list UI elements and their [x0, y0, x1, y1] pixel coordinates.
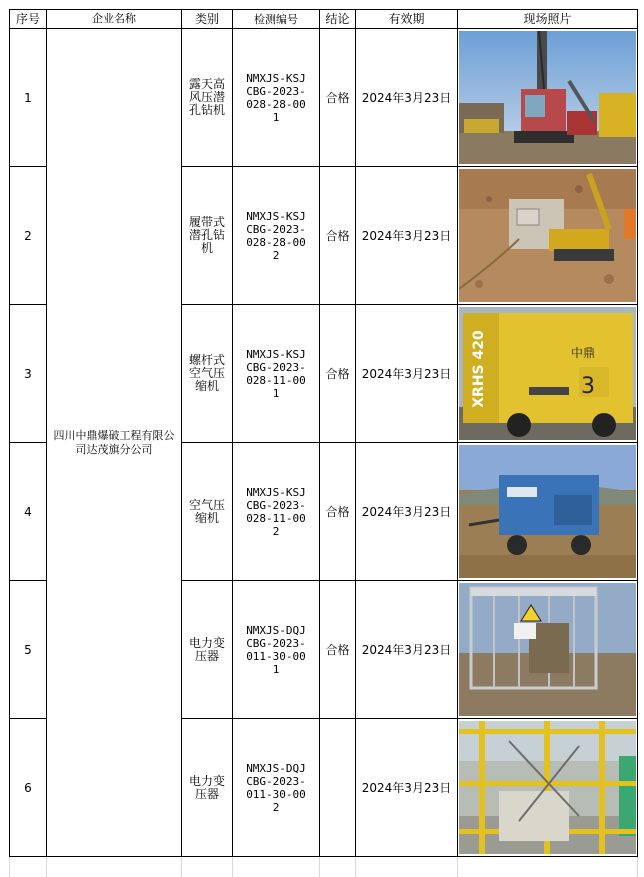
row-type-text: 露天高风压潜孔钻机 — [185, 78, 229, 117]
row-result — [320, 719, 356, 857]
empty-cell — [356, 857, 458, 877]
row-code — [233, 167, 320, 305]
inspection-table — [9, 9, 638, 877]
row-no: 3 — [10, 305, 47, 443]
row-no: 2 — [10, 167, 47, 305]
empty-cell — [47, 857, 182, 877]
row-code-text: NMXJS-DQJCBG-2023-011-30-001 — [243, 624, 309, 676]
header-result: 结论 — [320, 10, 356, 29]
row-expiry: 2024年3月23日 — [356, 443, 458, 581]
empty-cell — [320, 857, 356, 877]
row-photo-cell — [458, 29, 638, 167]
row-photo-cell — [458, 167, 638, 305]
row-type-text: 履带式潜孔钻机 — [185, 216, 229, 255]
row-code — [233, 305, 320, 443]
row-type — [182, 305, 233, 443]
empty-cell — [458, 857, 638, 877]
crawler-drill-photo — [459, 169, 636, 302]
row-code — [233, 581, 320, 719]
row-code-text: NMXJS-KSJCBG-2023-028-28-001 — [243, 72, 309, 124]
row-no: 6 — [10, 719, 47, 857]
header-photo: 现场照片 — [458, 10, 638, 29]
header-code: 检测编号 — [233, 10, 320, 29]
row-result: 合格 — [320, 305, 356, 443]
row-code-text: NMXJS-DQJCBG-2023-011-30-002 — [243, 762, 309, 814]
row-no: 5 — [10, 581, 47, 719]
empty-cell — [182, 857, 233, 877]
row-type-text: 空气压缩机 — [185, 499, 229, 525]
row-type — [182, 719, 233, 857]
compressor-unit-number: 3 — [581, 374, 595, 399]
row-photo-cell — [458, 581, 638, 719]
row-type — [182, 29, 233, 167]
row-code — [233, 29, 320, 167]
row-type-text: 螺杆式空气压缩机 — [185, 354, 229, 393]
row-code-text: NMXJS-KSJCBG-2023-028-28-002 — [243, 210, 309, 262]
row-expiry: 2024年3月23日 — [356, 305, 458, 443]
table-row — [10, 29, 638, 167]
header-row — [10, 10, 638, 29]
row-code-text: NMXJS-KSJCBG-2023-028-11-002 — [243, 486, 309, 538]
transformer-cage-photo — [459, 583, 636, 716]
drill-rig-photo — [459, 31, 636, 164]
yellow-cage-photo — [459, 721, 636, 854]
row-expiry: 2024年3月23日 — [356, 719, 458, 857]
row-type — [182, 581, 233, 719]
empty-cell — [233, 857, 320, 877]
company-name: 四川中鼎爆破工程有限公司达茂旗分公司 — [47, 29, 182, 857]
row-code — [233, 443, 320, 581]
row-result: 合格 — [320, 167, 356, 305]
empty-cell — [10, 857, 47, 877]
row-no: 4 — [10, 443, 47, 581]
yellow-compressor-photo — [459, 307, 636, 440]
row-type — [182, 167, 233, 305]
row-expiry: 2024年3月23日 — [356, 29, 458, 167]
row-type-text: 电力变压器 — [185, 637, 229, 663]
blue-compressor-photo — [459, 445, 636, 578]
row-result: 合格 — [320, 29, 356, 167]
header-no: 序号 — [10, 10, 47, 29]
row-code — [233, 719, 320, 857]
compressor-model-label: XRHS 420 — [471, 330, 487, 408]
compressor-brand-label: 中鼎 — [571, 345, 595, 360]
row-code-text: NMXJS-KSJCBG-2023-028-11-001 — [243, 348, 309, 400]
row-photo-cell — [458, 719, 638, 857]
row-type — [182, 443, 233, 581]
header-type: 类别 — [182, 10, 233, 29]
header-company: 企业名称 — [47, 10, 182, 29]
header-expiry: 有效期 — [356, 10, 458, 29]
row-photo-cell — [458, 305, 638, 443]
row-result: 合格 — [320, 443, 356, 581]
row-no: 1 — [10, 29, 47, 167]
row-photo-cell — [458, 443, 638, 581]
row-expiry: 2024年3月23日 — [356, 167, 458, 305]
empty-row — [10, 857, 638, 877]
row-expiry: 2024年3月23日 — [356, 581, 458, 719]
row-type-text: 电力变压器 — [185, 775, 229, 801]
row-result: 合格 — [320, 581, 356, 719]
